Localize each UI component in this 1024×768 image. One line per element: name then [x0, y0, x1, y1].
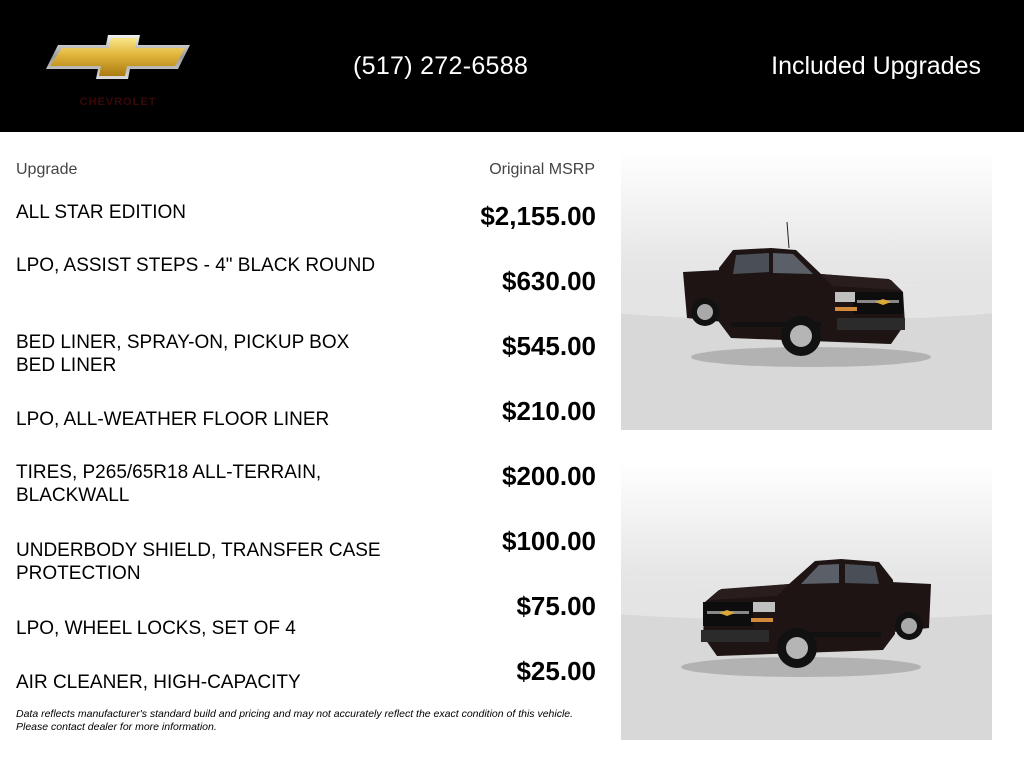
upgrade-name: LPO, WHEEL LOCKS, SET OF 4 [16, 618, 296, 639]
upgrade-name: TIRES, P265/65R18 ALL-TERRAIN, BLACKWALL [16, 462, 322, 506]
upgrade-row [16, 526, 596, 591]
upgrade-price: $210.00 [502, 396, 596, 426]
upgrade-price: $75.00 [516, 591, 596, 621]
upgrade-name: UNDERBODY SHIELD, TRANSFER CASE PROTECTION [16, 540, 381, 584]
upgrade-price: $100.00 [502, 526, 596, 556]
upgrade-row [16, 461, 596, 526]
upgrade-row [16, 396, 596, 461]
upgrade-row [16, 331, 596, 396]
vehicle-photo-front-right[interactable] [621, 152, 992, 430]
upgrade-price: $545.00 [502, 331, 596, 361]
upgrade-name: ALL STAR EDITION [16, 202, 186, 223]
chevrolet-bowtie-logo [44, 33, 192, 111]
upgrade-price: $2,155.00 [480, 201, 596, 231]
upgrade-row [16, 591, 596, 656]
upgrade-name: AIR CLEANER, HIGH-CAPACITY [16, 672, 301, 693]
pricing-disclaimer: Data reflects manufacturer's standard build and pricing and may not accurately reflect the exact condition of this vehicle. Please contact dealer for more information. [16, 708, 574, 733]
upgrade-price: $200.00 [502, 461, 596, 491]
column-header-msrp: Original MSRP [489, 161, 595, 178]
upgrade-name: LPO, ASSIST STEPS - 4" BLACK ROUND [16, 255, 376, 276]
column-header-upgrade: Upgrade [16, 161, 78, 178]
dealer-phone[interactable]: (517) 272-6588 [353, 52, 529, 80]
upgrade-row [16, 254, 596, 319]
upgrade-price: $630.00 [502, 266, 596, 296]
upgrade-name: LPO, ALL-WEATHER FLOOR LINER [16, 409, 330, 430]
upgrade-name: BED LINER, SPRAY-ON, PICKUP BOX BED LINER [16, 332, 350, 376]
upgrade-price: $25.00 [516, 656, 596, 686]
page-title: Included Upgrades [771, 52, 981, 80]
logo-wordmark: CHEVROLET [79, 96, 157, 108]
header-bar [0, 0, 1024, 132]
vehicle-photo-front-left[interactable] [621, 462, 992, 740]
